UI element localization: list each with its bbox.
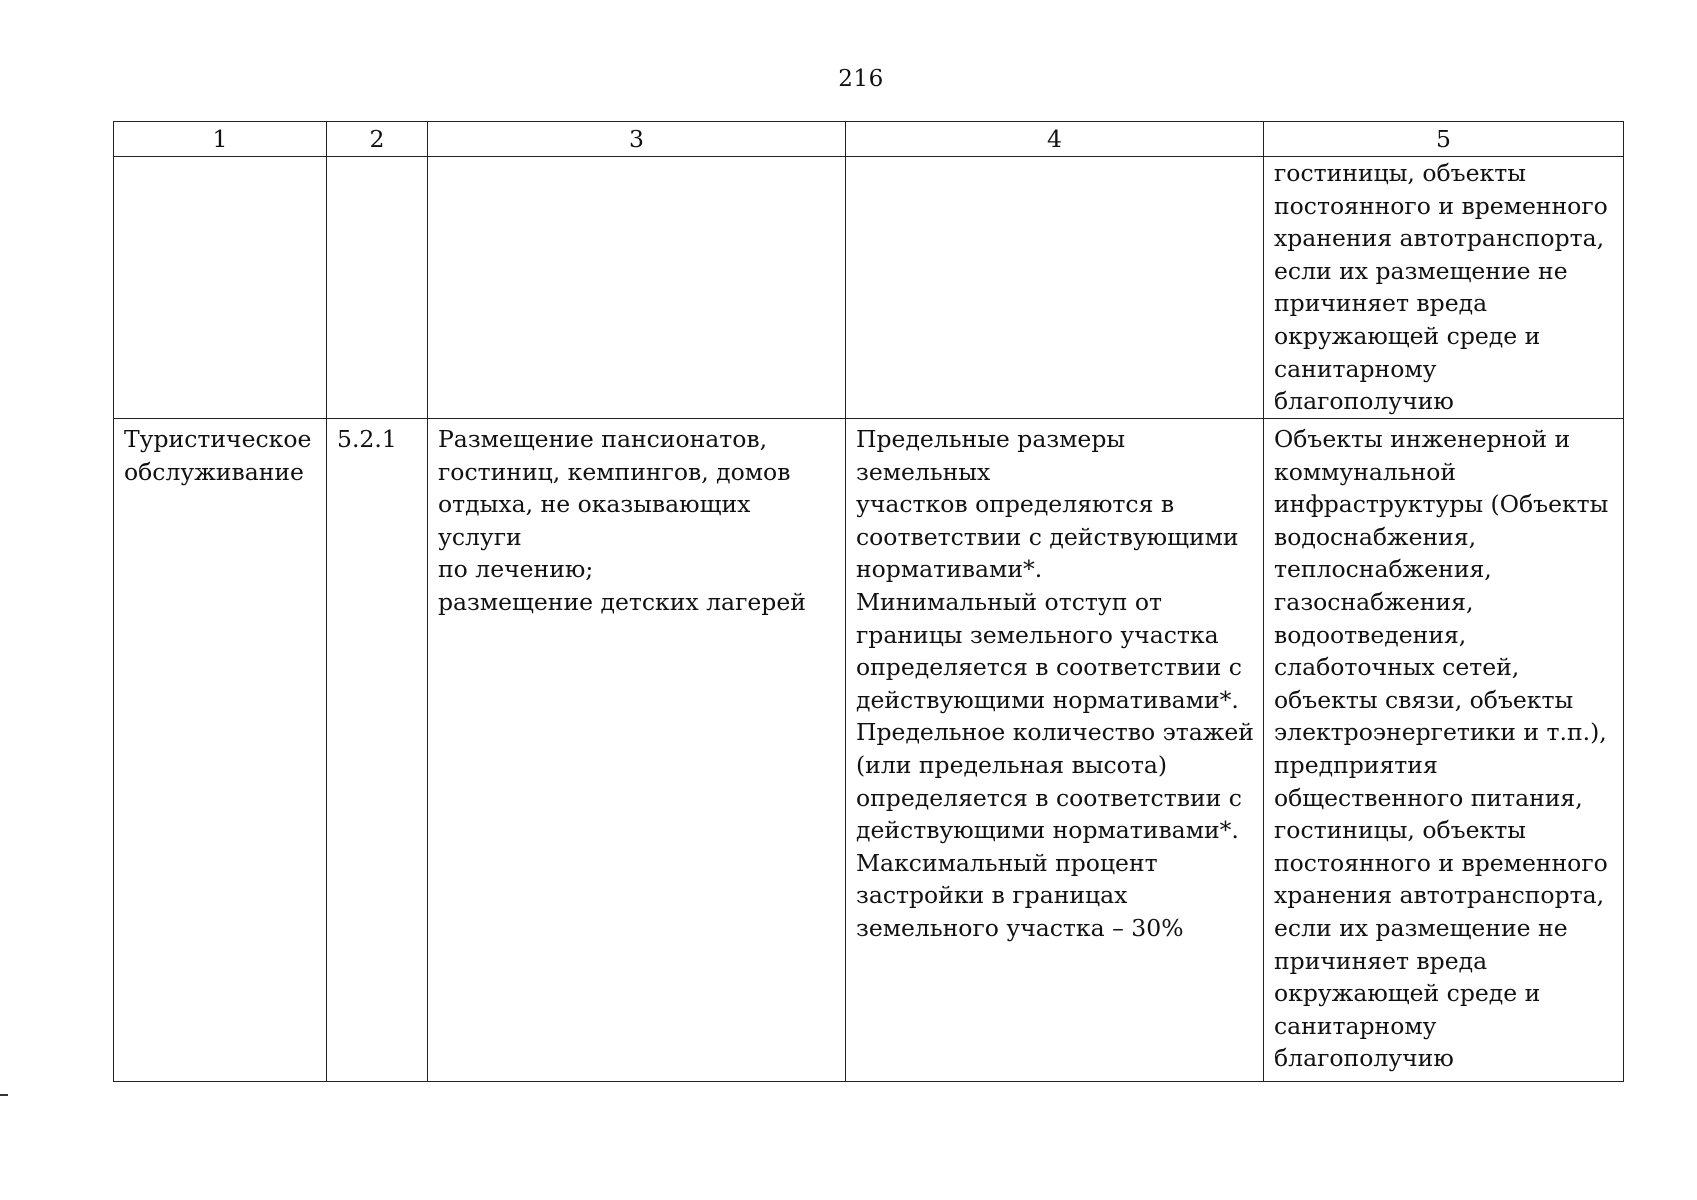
column-header-5: 5 <box>1264 122 1624 157</box>
table-cell <box>114 157 327 419</box>
permitted-objects-text: гостиницы, объекты постоянного и временного хранения автотранспорта, если их размещение не причиняет вреда окружающей среде и санитарному благополучию <box>1274 159 1608 416</box>
table-cell <box>846 419 1264 1082</box>
column-header-4: 4 <box>846 122 1264 157</box>
edge-mark <box>0 1094 8 1096</box>
use-type-code: 5.2.1 <box>337 425 397 453</box>
use-type-name: Туристическое обслуживание <box>124 425 312 486</box>
table-cell <box>428 157 846 419</box>
table-cell <box>1264 157 1624 419</box>
table-cell <box>1264 419 1624 1082</box>
table-cell <box>327 419 428 1082</box>
page-number: 216 <box>838 66 884 92</box>
parameters-text: Предельные размеры земельных участков определяются в соответствии с действующими нормативами*. Минимальный отступ от границы земельного участка определяется в соответствии с действующими нормативами*. Предельное количество этажей (или предельная высота) определяется в соответствии с действующими нормативами*. Максимальный процент застройки в границах земельного участка – 30% <box>856 425 1254 942</box>
permitted-objects-text: Объекты инженерной и коммунальной инфраструктуры (Объекты водоснабжения, теплоснабжения, газоснабжения, водоотведения, слаботочных сетей, объекты связи, объекты электроэнергетики и т.п.), предприятия общественного питания, гостиницы, объекты постоянного и временного хранения автотранспорта, если их размещение не причиняет вреда окружающей среде и санитарному благополучию <box>1274 425 1609 1073</box>
column-header-2: 2 <box>327 122 428 157</box>
column-header-1: 1 <box>114 122 327 157</box>
land-use-table <box>113 121 1624 1082</box>
table-cell <box>428 419 846 1082</box>
table-cell <box>114 419 327 1082</box>
table-row <box>114 157 1624 419</box>
table-cell <box>846 157 1264 419</box>
table-header-row <box>114 122 1624 157</box>
column-header-3: 3 <box>428 122 846 157</box>
table-cell <box>327 157 428 419</box>
table-row <box>114 419 1624 1082</box>
use-description: Размещение пансионатов, гостиниц, кемпингов, домов отдыха, не оказывающих услуги по лечению; размещение детских лагерей <box>438 425 806 616</box>
